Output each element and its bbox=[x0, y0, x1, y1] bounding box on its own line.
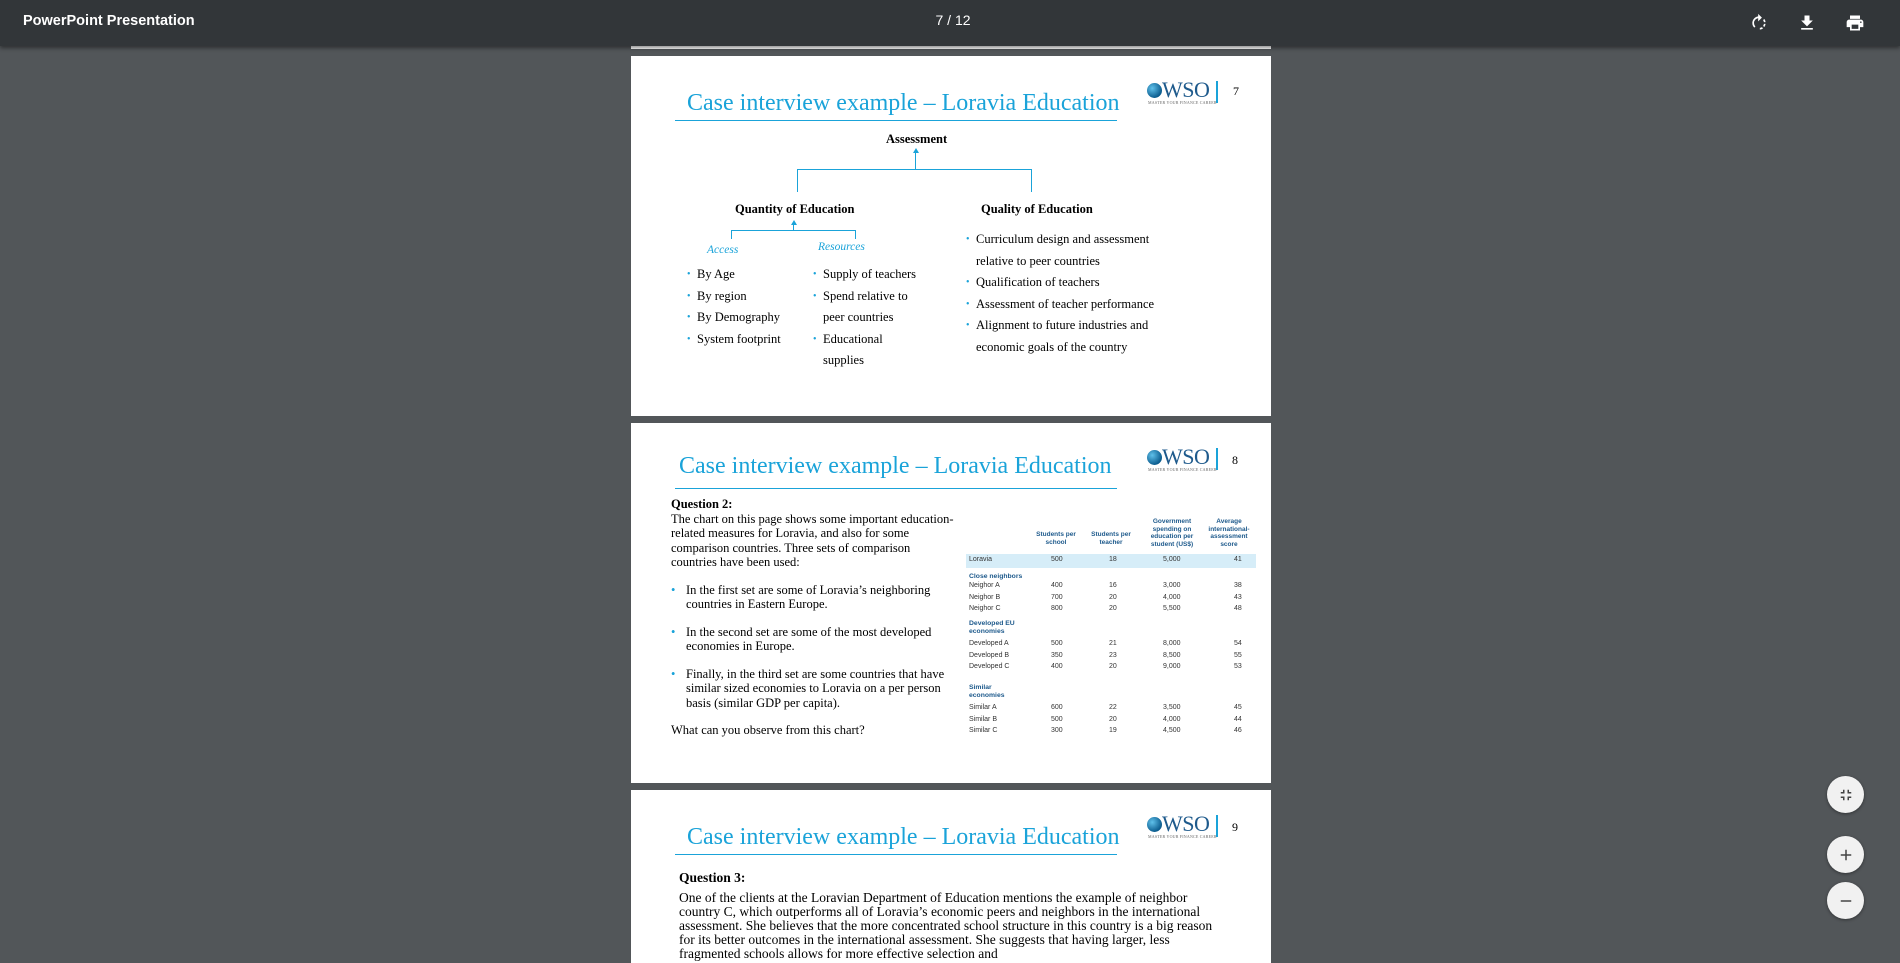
row-label: Neighor A bbox=[969, 582, 1000, 589]
row-label: Similar B bbox=[969, 716, 998, 723]
zoom-in-button[interactable] bbox=[1827, 836, 1864, 873]
slide-title: Case interview example – Loravia Education bbox=[687, 824, 1120, 850]
list-item: • In the second set are some of the most developed economies in Europe. bbox=[671, 625, 959, 654]
table-cell: 18 bbox=[1109, 556, 1117, 563]
column-header: Students per school bbox=[1036, 531, 1076, 546]
table-row bbox=[966, 715, 1256, 726]
table-cell: 400 bbox=[1051, 663, 1063, 670]
rotate-button[interactable] bbox=[1744, 8, 1774, 38]
row-label: Similar A bbox=[969, 704, 997, 711]
list-item-continued: economic goals of the country bbox=[976, 339, 1128, 354]
table-cell: 4,000 bbox=[1163, 594, 1181, 601]
resources-label: Resources bbox=[818, 241, 865, 253]
table-cell: 500 bbox=[1051, 640, 1063, 647]
comparison-set-list bbox=[671, 583, 959, 711]
assessment-label: Assessment bbox=[886, 132, 948, 146]
logo-tagline: MASTER YOUR FINANCE CAREER bbox=[1148, 467, 1217, 472]
fit-page-button[interactable] bbox=[1827, 776, 1864, 813]
table-row bbox=[966, 581, 1256, 592]
arrow-head bbox=[913, 148, 919, 153]
table-row bbox=[966, 703, 1256, 714]
table-cell: 400 bbox=[1051, 582, 1063, 589]
table-cell: 700 bbox=[1051, 594, 1063, 601]
page-number: 7 bbox=[1233, 84, 1239, 98]
table-cell: 44 bbox=[1234, 716, 1242, 723]
connector bbox=[855, 230, 856, 239]
globe-icon bbox=[1147, 83, 1162, 98]
quality-list bbox=[966, 229, 1154, 358]
wso-logo bbox=[1147, 811, 1218, 839]
table-row bbox=[966, 639, 1256, 650]
title-underline bbox=[675, 488, 1117, 489]
page-8 bbox=[631, 423, 1271, 783]
table-row bbox=[966, 651, 1256, 662]
row-label: Developed B bbox=[969, 652, 1010, 659]
row-label: Loravia bbox=[969, 556, 992, 563]
table-row bbox=[966, 726, 1256, 737]
fit-page-icon bbox=[1837, 786, 1855, 804]
table-cell: 20 bbox=[1109, 605, 1117, 612]
table-row-loravia bbox=[966, 554, 1256, 568]
table-cell: 350 bbox=[1051, 652, 1063, 659]
connector bbox=[1031, 169, 1032, 192]
table-cell: 3,500 bbox=[1163, 704, 1181, 711]
wso-logo bbox=[1147, 444, 1218, 472]
table-cell: 41 bbox=[1234, 556, 1242, 563]
table-cell: 8,000 bbox=[1163, 640, 1181, 647]
logo-tagline: MASTER YOUR FINANCE CAREER bbox=[1148, 100, 1217, 105]
resources-list bbox=[813, 264, 916, 372]
list-item: • Spend relative to bbox=[813, 286, 916, 308]
table-cell: 4,500 bbox=[1163, 727, 1181, 734]
table-cell: 16 bbox=[1109, 582, 1117, 589]
download-icon bbox=[1797, 13, 1817, 33]
access-label: Access bbox=[707, 244, 739, 256]
table-cell: 20 bbox=[1109, 594, 1117, 601]
table-cell: 3,000 bbox=[1163, 582, 1181, 589]
row-label: Similar C bbox=[969, 727, 998, 734]
quality-heading: Quality of Education bbox=[981, 202, 1093, 216]
question-body: One of the clients at the Loravian Department of Education mentions the example of neighbor country C, which outperforms all of Loravia’s economic peers and neighbors in the international assessment. She believes that the more concentrated school structure in this country is a big reason for its better outcomes in the international assessment. She suggests that having larger, less fragmented schools allows for more effective selection and bbox=[679, 890, 1213, 961]
column-header: Average international-assessment score bbox=[1208, 518, 1250, 548]
title-underline bbox=[675, 120, 1117, 121]
list-item-continued: supplies bbox=[823, 353, 864, 367]
table-cell: 800 bbox=[1051, 605, 1063, 612]
table-cell: 21 bbox=[1109, 640, 1117, 647]
row-label: Neighor B bbox=[969, 594, 1001, 601]
table-cell: 53 bbox=[1234, 663, 1242, 670]
page-number: 9 bbox=[1232, 820, 1238, 834]
connector bbox=[731, 230, 856, 231]
table-cell: 500 bbox=[1051, 716, 1063, 723]
table-cell: 55 bbox=[1234, 652, 1242, 659]
logo-tagline: MASTER YOUR FINANCE CAREER bbox=[1148, 834, 1217, 839]
logo-text: WSO bbox=[1162, 77, 1210, 102]
logo-text: WSO bbox=[1162, 444, 1210, 469]
list-item: • Supply of teachers bbox=[813, 264, 916, 286]
connector bbox=[731, 230, 732, 239]
slide-title: Case interview example – Loravia Education bbox=[679, 453, 1112, 479]
document-title: PowerPoint Presentation bbox=[23, 13, 195, 29]
table-cell: 500 bbox=[1051, 556, 1063, 563]
table-cell: 19 bbox=[1109, 727, 1117, 734]
connector bbox=[915, 152, 916, 169]
list-item: • Educational bbox=[813, 329, 916, 351]
question-block bbox=[671, 497, 959, 738]
table-cell: 54 bbox=[1234, 640, 1242, 647]
table-row bbox=[966, 604, 1256, 615]
list-item: • System footprint bbox=[687, 329, 781, 351]
list-item: • Curriculum design and assessment bbox=[966, 229, 1154, 251]
list-item: • By region bbox=[687, 286, 781, 308]
connector bbox=[797, 169, 798, 192]
table-cell: 20 bbox=[1109, 663, 1117, 670]
document-viewer[interactable] bbox=[0, 46, 1900, 963]
zoom-out-button[interactable] bbox=[1827, 882, 1864, 919]
table-cell: 8,500 bbox=[1163, 652, 1181, 659]
row-label: Developed A bbox=[969, 640, 1009, 647]
table-cell: 5,000 bbox=[1163, 556, 1181, 563]
row-label: Developed C bbox=[969, 663, 1010, 670]
table-cell: 22 bbox=[1109, 704, 1117, 711]
print-icon bbox=[1845, 13, 1865, 33]
viewer-toolbar bbox=[0, 0, 1900, 46]
page-9 bbox=[631, 790, 1271, 963]
list-item: • Alignment to future industries and bbox=[966, 315, 1154, 337]
table-cell: 9,000 bbox=[1163, 663, 1181, 670]
logo-text: WSO bbox=[1162, 811, 1210, 836]
zoom-in-icon bbox=[1837, 846, 1855, 864]
list-item: • By Demography bbox=[687, 307, 781, 329]
rotate-icon bbox=[1749, 13, 1769, 33]
table-cell: 48 bbox=[1234, 605, 1242, 612]
wso-logo bbox=[1147, 77, 1218, 105]
table-row bbox=[966, 662, 1256, 673]
list-item: • Qualification of teachers bbox=[966, 272, 1154, 294]
slide-title: Case interview example – Loravia Education bbox=[687, 90, 1120, 116]
access-list bbox=[687, 264, 781, 350]
table-row bbox=[966, 593, 1256, 604]
list-item: • Assessment of teacher performance bbox=[966, 294, 1154, 316]
previous-page-edge bbox=[631, 46, 1271, 49]
table-cell: 20 bbox=[1109, 716, 1117, 723]
question-label: Question 3: bbox=[679, 870, 746, 885]
page-indicator: 7 / 12 bbox=[935, 12, 971, 28]
zoom-out-icon bbox=[1837, 892, 1855, 910]
group-label: Developed EU economies bbox=[969, 620, 1015, 635]
page-number: 8 bbox=[1232, 453, 1238, 467]
group-label: Similar economies bbox=[969, 684, 1005, 699]
group-label: Close neighbors bbox=[969, 573, 1023, 580]
list-item: • In the first set are some of Loravia’s neighboring countries in Eastern Europe. bbox=[671, 583, 959, 612]
quantity-heading: Quantity of Education bbox=[735, 202, 855, 216]
list-item: • By Age bbox=[687, 264, 781, 286]
connector bbox=[797, 169, 1032, 170]
globe-icon bbox=[1147, 450, 1162, 465]
table-cell: 300 bbox=[1051, 727, 1063, 734]
page-7 bbox=[631, 56, 1271, 416]
table-cell: 600 bbox=[1051, 704, 1063, 711]
row-label: Neighor C bbox=[969, 605, 1001, 612]
comparison-table bbox=[966, 518, 1256, 734]
table-cell: 5,500 bbox=[1163, 605, 1181, 612]
table-cell: 38 bbox=[1234, 582, 1242, 589]
column-header: Government spending on education per student (US$) bbox=[1150, 518, 1194, 548]
arrow-head bbox=[791, 220, 797, 225]
print-button[interactable] bbox=[1840, 8, 1870, 38]
column-header: Students per teacher bbox=[1091, 531, 1131, 546]
table-cell: 45 bbox=[1234, 704, 1242, 711]
table-cell: 4,000 bbox=[1163, 716, 1181, 723]
table-cell: 46 bbox=[1234, 727, 1242, 734]
title-underline bbox=[675, 854, 1117, 855]
globe-icon bbox=[1147, 817, 1162, 832]
download-button[interactable] bbox=[1792, 8, 1822, 38]
question-closing: What can you observe from this chart? bbox=[671, 723, 865, 737]
table-cell: 43 bbox=[1234, 594, 1242, 601]
list-item-continued: relative to peer countries bbox=[976, 253, 1100, 268]
list-item: • Finally, in the third set are some countries that have similar sized economies to Loravia on a per person basis (similar GDP per capita). bbox=[671, 667, 959, 711]
question-label: Question 2: bbox=[671, 497, 733, 511]
list-item-continued: peer countries bbox=[823, 310, 894, 324]
question-intro: The chart on this page shows some important education-related measures for Loravia, and also for some comparison countries. Three sets of comparison countries have been used: bbox=[671, 511, 954, 569]
table-cell: 23 bbox=[1109, 652, 1117, 659]
